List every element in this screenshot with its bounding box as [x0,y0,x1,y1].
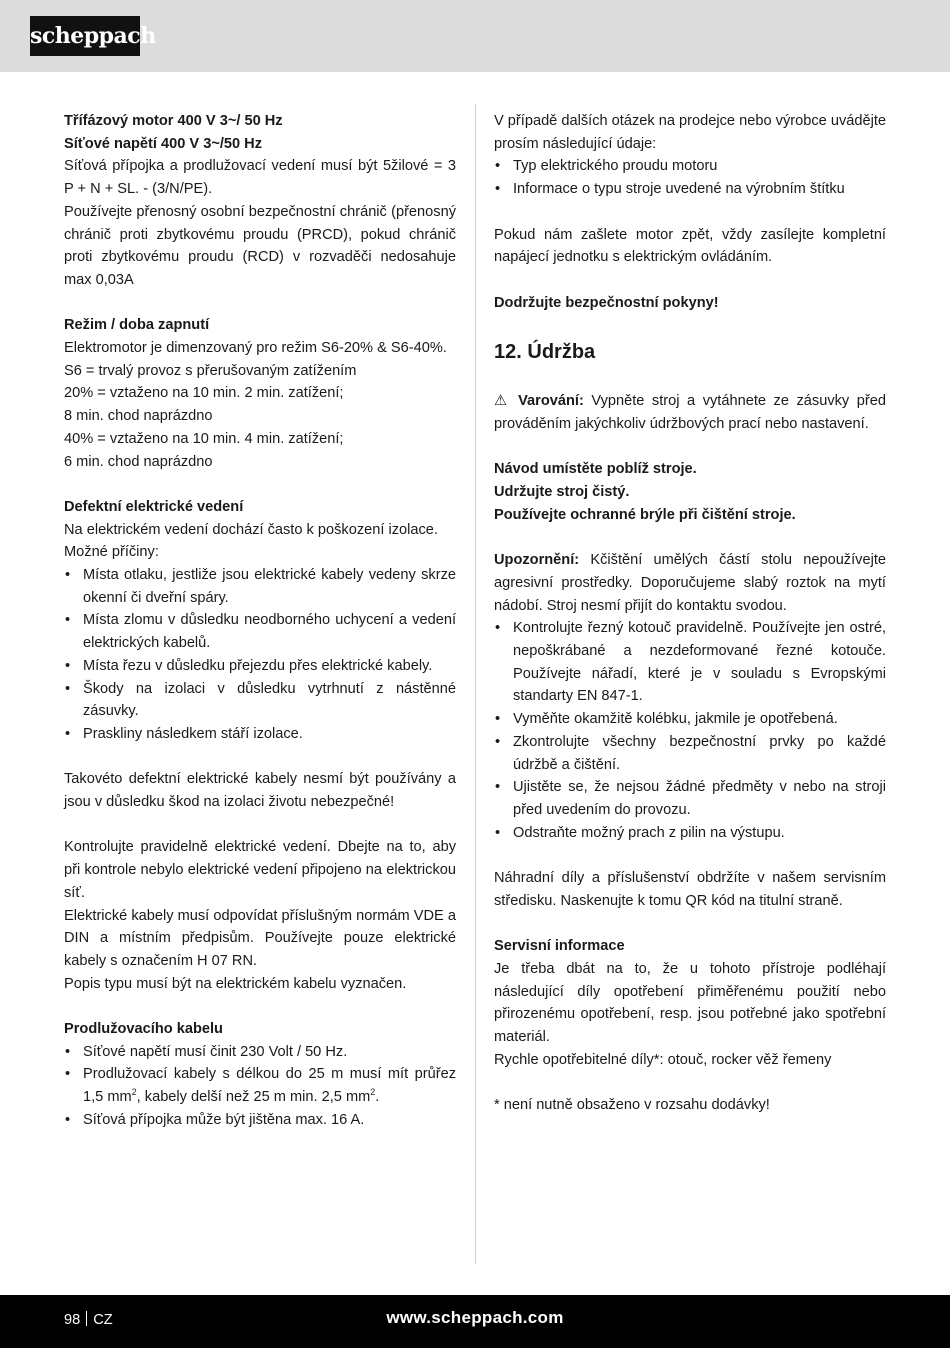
section-title: Údržba [527,341,596,364]
list-item: • Místa zlomu v důsledku neodborného uchycení a vedení elektrických kabelů. [64,609,456,654]
superscript-2: 2 [370,1087,376,1098]
footnote: * není nutně obsaženo v rozsahu dodávky! [494,1097,770,1114]
footer-bar [0,1295,950,1348]
list-item: • Místa otlaku, jestliže jsou elektrické kabely vedeny skrze okenní či dveřní spáry. [64,564,456,609]
defective-cable-intro: Na elektrickém vedení dochází často k poškození izolace. [64,521,438,538]
defective-cable-heading: Defektní elektrické vedení [64,498,244,515]
service-info-text: Je třeba dbát na to, že u tohoto přístroje podléhají následující díly opotřebení přiměřenému použití nebo přirozenému opotřebení, resp. jsou potřebné jako spotřební materiál. [494,960,886,1045]
list-item: • Informace o typu stroje uvedené na výrobním štítku [494,178,886,201]
duty-cycle-line-5: 40% = vztaženo na 10 min. 4 min. zatížení; [64,430,344,447]
duty-cycle-line-3: 20% = vztaženo na 10 min. 2 min. zatížení; [64,385,344,402]
safety-instructions-note: Dodržujte bezpečnostní pokyny! [494,294,719,311]
list-item: • Ujistěte se, že nejsou žádné předměty v nebo na stroji před uvedením do provozu. [494,776,886,821]
warning-text: Vypněte stroj a vytáhnete ze zásuvky před prováděním jakýchkoliv údržbových prací nebo nastavení. [494,393,886,432]
website-url: www.scheppach.com [386,1308,564,1327]
extension-cable-list [64,1041,456,1132]
duty-cycle-line-1: Elektromotor je dimenzovaný pro režim S6-20% & S6-40%. [64,340,447,357]
causes-list [64,564,456,746]
return-motor-text: Pokud nám zašlete motor zpět, vždy zasílejte kompletní napájecí jednotku s elektrickým ovládáním. [494,226,886,266]
possible-causes-label: Možné příčiny: [64,544,159,561]
list-item: • Místa řezu v důsledku přejezdu přes elektrické kabely. [64,655,456,678]
warning-triangle-icon: ⚠ [494,393,511,410]
duty-cycle-heading: Režim / doba zapnutí [64,317,210,334]
inquiry-text: V případě dalších otázek na prodejce nebo výrobce uvádějte prosím následující údaje: [494,113,886,152]
notice-text: Kčištění umělých částí stolu nepoužívejte agresivní prostředky. Doporučujeme slabý roztok na mytí nádobí. Stroj nesmí přijít do kontaktu svodou. [494,552,886,614]
keep-manual-note: Návod umístěte poblíž stroje. [494,461,697,478]
cable-type-text: Popis typu musí být na elektrickém kabelu vyznačen. [64,975,407,992]
right-column [494,110,886,1117]
service-info-heading: Servisní informace [494,938,625,955]
warning-paragraph [494,390,886,435]
list-item: • Vyměňte okamžitě kolébku, jakmile je opotřebená. [494,708,886,731]
cross-section-text-a: Prodlužovací kabely s délkou do 25 m musí mít průřez 1,5 mm [83,1066,456,1106]
language-code: CZ [93,1312,113,1328]
warning-label: Varování: [518,393,584,410]
list-item: • Síťová přípojka může být jištěna max. 16 A. [64,1109,456,1132]
column-divider [475,104,476,1264]
wear-parts-text: Rychle opotřebitelné díly*: otouč, rocker věž řemeny [494,1051,832,1068]
left-column [64,110,456,1132]
cross-section-text-b: , kabely delší než 25 m min. 2,5 mm [136,1089,371,1106]
list-item: • Typ elektrického proudu motoru [494,155,886,178]
check-cables-text: Kontrolujte pravidelně elektrické vedení. Dbejte na to, aby při kontrole nebylo elektrické vedení připojeno na elektrickou síť. [64,839,456,901]
section-heading [494,338,886,366]
spare-parts-text: Náhradní díly a příslušenství obdržíte v našem servisním středisku. Naskenujte k tomu QR kód na titulní straně. [494,870,886,909]
prcd-text: Používejte přenosný osobní bezpečnostní chránič (přenosný chránič proti zbytkovému proudu (PRCD), pokud chránič proti zbytkovému proudu (RCD) v rozvaděči nedosahuje max 0,03A [64,203,456,288]
extension-cable-heading: Prodlužovacího kabelu [64,1021,223,1038]
section-number: 12. [494,341,522,364]
superscript-2: 2 [131,1087,137,1098]
mains-connection-text: Síťová přípojka a prodlužovací vedení musí být 5žilové = 3 P + N + SL. - (3/N/PE). [64,158,456,198]
duty-cycle-line-4: 8 min. chod naprázdno [64,408,213,425]
notice-paragraph [494,549,886,617]
page-number: 98 [64,1312,81,1328]
duty-cycle-line-2: S6 = trvalý provoz s přerušovaným zatížením [64,362,357,379]
goggles-note: Používejte ochranné brýle při čištění stroje. [494,506,796,523]
duty-cycle-line-6: 6 min. chod naprázdno [64,453,213,470]
cross-section-text-c: . [375,1089,380,1106]
list-item: • Síťové napětí musí činit 230 Volt / 50 Hz. [64,1041,456,1064]
keep-clean-note: Udržujte stroj čistý. [494,484,630,501]
notice-label: Upozornění: [494,552,580,569]
mains-voltage-heading: Síťové napětí 400 V 3~/50 Hz [64,135,263,152]
list-item: • Praskliny následkem stáří izolace. [64,723,456,746]
list-item: • Kontrolujte řezný kotouč pravidelně. Používejte jen ostré, nepoškrábané a nezdeformované řezné kotouče. Používejte nářadí, které je v souladu s Evropskými standarty EN 847-1. [494,617,886,708]
defective-cable-warning: Takovéto defektní elektrické kabely nesmí být používány a jsou v důsledku škod na izolaci životu nebezpečné! [64,771,456,811]
cable-standards-text: Elektrické kabely musí odpovídat příslušným normám VDE a DIN a místním předpisům. Používejte pouze elektrické kabely s označením H 07 RN. [64,907,456,969]
list-item [64,1063,456,1108]
scheppach-logo: scheppach [30,16,140,56]
maintenance-list [494,617,886,844]
inquiry-list [494,155,886,200]
three-phase-heading: Třífázový motor 400 V 3~/ 50 Hz [64,113,283,129]
list-item: • Odstraňte možný prach z pilin na výstupu. [494,822,886,845]
list-item: • Škody na izolaci v důsledku vytrhnutí z nástěnné zásuvky. [64,678,456,723]
list-item: • Zkontrolujte všechny bezpečnostní prvky po každé údržbě a čištění. [494,731,886,776]
